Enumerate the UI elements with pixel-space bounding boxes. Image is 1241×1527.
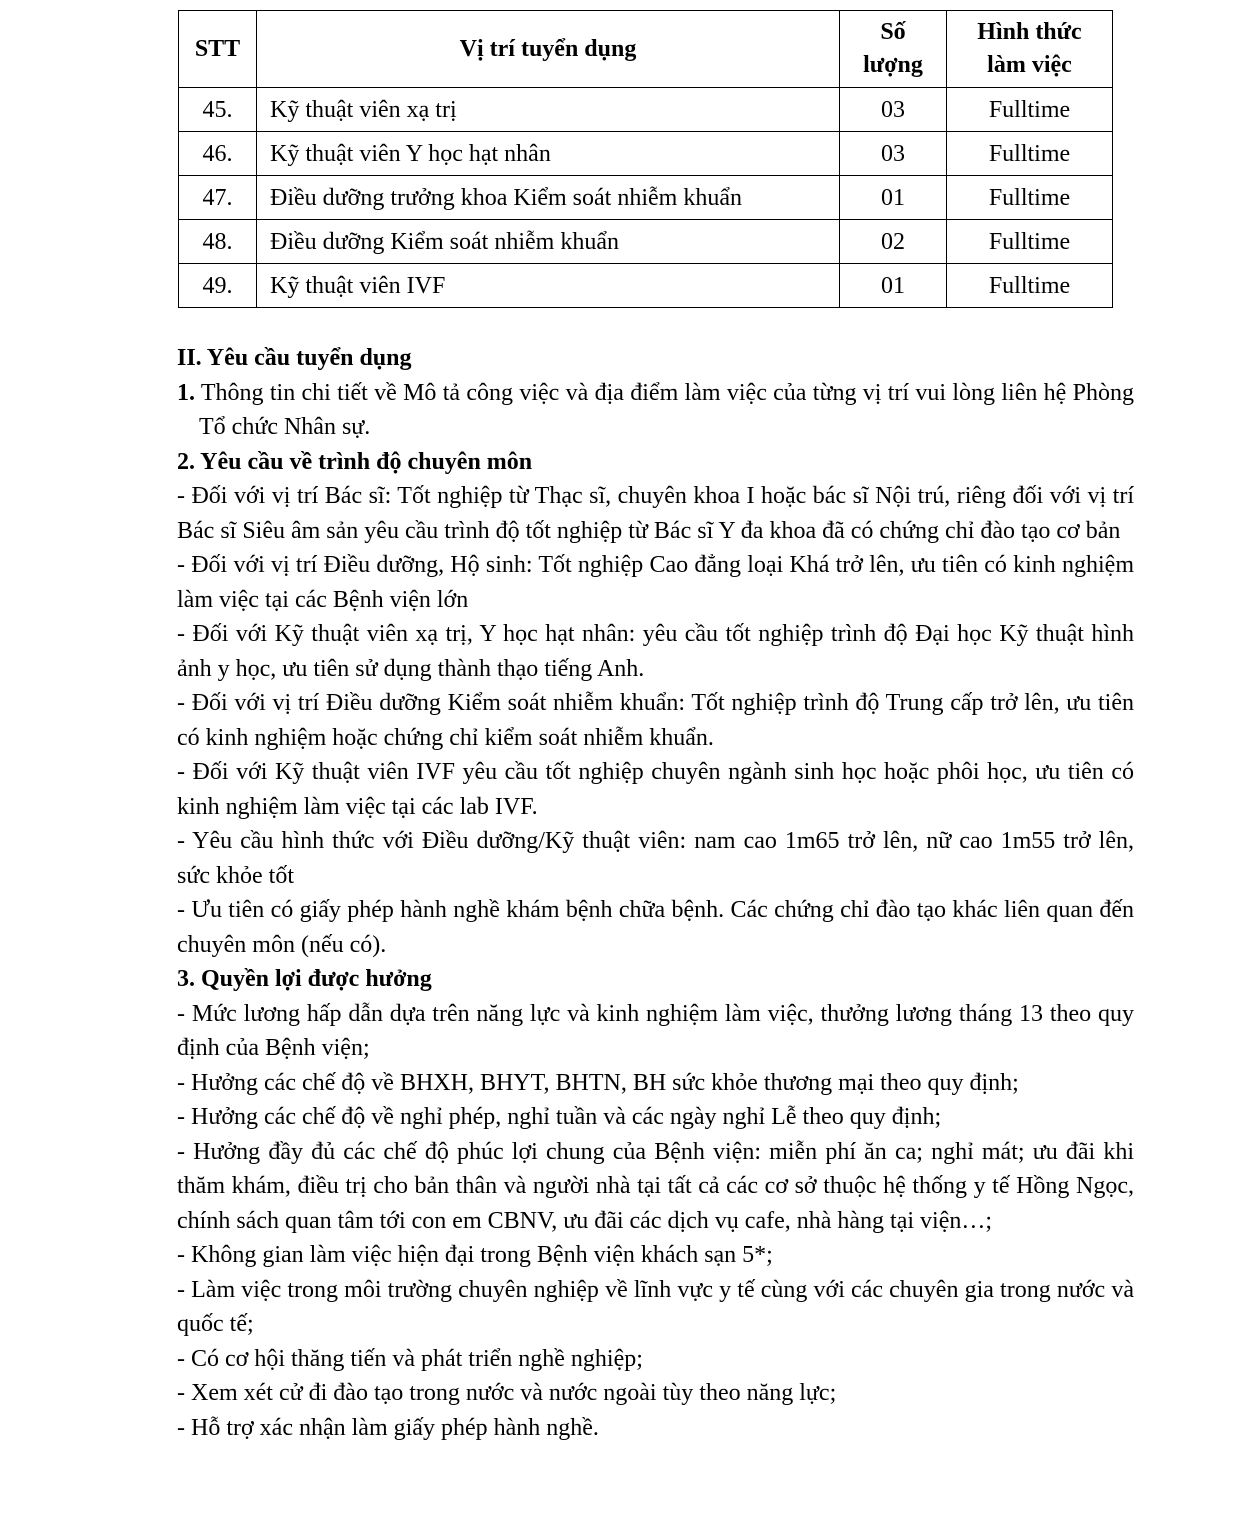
paragraph-text: II. Yêu cầu tuyển dụng — [177, 345, 412, 371]
paragraph-text: - Hưởng các chế độ về BHXH, BHYT, BHTN, BH sức khỏe thương mại theo quy định; — [177, 1069, 1019, 1096]
paragraph-number: 1. — [177, 379, 195, 406]
column-header-quantity: Số lượng — [840, 11, 947, 88]
table-header-row — [179, 11, 1113, 88]
paragraph-text: - Hưởng đầy đủ các chế độ phúc lợi chung của Bệnh viện: miễn phí ăn ca; nghỉ mát; ưu đãi khi thăm khám, điều trị cho bản thân và người nhà tại tất cả các cơ sở thuộc hệ thống y tế Hồng Ngọc, chính sách quan tâm tới con em CBNV, ưu đãi các dịch vụ cafe, nhà hàng tại viện…; — [177, 1138, 1134, 1234]
paragraph — [177, 755, 1134, 824]
paragraph-text: - Hỗ trợ xác nhận làm giấy phép hành nghề. — [177, 1414, 599, 1441]
table-header — [179, 11, 1113, 88]
paragraph-text: - Yêu cầu hình thức với Điều dưỡng/Kỹ thuật viên: nam cao 1m65 trở lên, nữ cao 1m55 trở lên, sức khỏe tốt — [177, 828, 1134, 889]
paragraph — [177, 376, 1134, 445]
cell-stt: 47. — [179, 176, 257, 220]
cell-quantity: 03 — [840, 132, 947, 176]
cell-stt: 49. — [179, 264, 257, 308]
paragraph-text: - Làm việc trong môi trường chuyên nghiệp về lĩnh vực y tế cùng với các chuyên gia trong nước và quốc tế; — [177, 1276, 1134, 1337]
cell-quantity: 02 — [840, 220, 947, 264]
paragraph — [177, 1238, 1134, 1273]
table-row — [179, 132, 1113, 176]
paragraph — [177, 686, 1134, 755]
paragraph-text: Thông tin chi tiết về Mô tả công việc và địa điểm làm việc của từng vị trí vui lòng liên hệ Phòng Tổ chức Nhân sự. — [195, 379, 1134, 440]
paragraph-text: - Đối với Kỹ thuật viên IVF yêu cầu tốt nghiệp chuyên ngành sinh học hoặc phôi học, ưu tiên có kinh nghiệm làm việc tại các lab IVF. — [177, 759, 1134, 820]
paragraph — [177, 1066, 1134, 1101]
cell-position: Điều dưỡng Kiểm soát nhiễm khuẩn — [257, 220, 840, 264]
paragraph — [177, 893, 1134, 962]
paragraph — [177, 341, 1134, 376]
paragraph-text: 2. Yêu cầu về trình độ chuyên môn — [177, 448, 533, 475]
paragraph — [177, 445, 1134, 480]
paragraph — [177, 548, 1134, 617]
paragraph-text: - Đối với vị trí Bác sĩ: Tốt nghiệp từ Thạc sĩ, chuyên khoa I hoặc bác sĩ Nội trú, riêng đối với vị trí Bác sĩ Siêu âm sản yêu cầu trình độ tốt nghiệp từ Bác sĩ Y đa khoa đã có chứng chỉ đào tạo cơ bản — [177, 483, 1134, 544]
cell-stt: 45. — [179, 88, 257, 132]
paragraph-text: - Đối với vị trí Điều dưỡng, Hộ sinh: Tốt nghiệp Cao đẳng loại Khá trở lên, ưu tiên có kinh nghiệm làm việc tại các Bệnh viện lớn — [177, 552, 1134, 613]
cell-position: Kỹ thuật viên IVF — [257, 264, 840, 308]
cell-position: Kỹ thuật viên Y học hạt nhân — [257, 132, 840, 176]
paragraph-text: - Xem xét cử đi đào tạo trong nước và nước ngoài tùy theo năng lực; — [177, 1380, 837, 1406]
paragraph — [177, 824, 1134, 893]
cell-quantity: 01 — [840, 264, 947, 308]
cell-position: Kỹ thuật viên xạ trị — [257, 88, 840, 132]
table-row — [179, 264, 1113, 308]
paragraph — [177, 617, 1134, 686]
cell-quantity: 01 — [840, 176, 947, 220]
paragraph — [177, 479, 1134, 548]
paragraph-text: - Không gian làm việc hiện đại trong Bệnh viện khách sạn 5*; — [177, 1242, 773, 1268]
cell-worktype: Fulltime — [947, 264, 1113, 308]
cell-worktype: Fulltime — [947, 132, 1113, 176]
table-body — [179, 88, 1113, 308]
paragraph-text: - Đối với vị trí Điều dưỡng Kiểm soát nhiễm khuẩn: Tốt nghiệp trình độ Trung cấp trở lên, ưu tiên có kinh nghiệm hoặc chứng chỉ kiểm soát nhiễm khuẩn. — [177, 690, 1134, 751]
cell-position: Điều dưỡng trưởng khoa Kiểm soát nhiễm khuẩn — [257, 176, 840, 220]
paragraph — [177, 1273, 1134, 1342]
cell-stt: 46. — [179, 132, 257, 176]
paragraph-text: - Ưu tiên có giấy phép hành nghề khám bệnh chữa bệnh. Các chứng chỉ đào tạo khác liên quan đến chuyên môn (nếu có). — [177, 897, 1134, 958]
paragraph — [177, 1376, 1134, 1411]
cell-worktype: Fulltime — [947, 220, 1113, 264]
recruitment-table — [178, 10, 1113, 308]
paragraph — [177, 997, 1134, 1066]
column-header-worktype: Hình thức làm việc — [947, 11, 1113, 88]
column-header-stt: STT — [179, 11, 257, 88]
cell-worktype: Fulltime — [947, 176, 1113, 220]
paragraph — [177, 1135, 1134, 1239]
paragraph-text: 3. Quyền lợi được hưởng — [177, 966, 432, 992]
paragraph — [177, 1342, 1134, 1377]
cell-stt: 48. — [179, 220, 257, 264]
table-row — [179, 176, 1113, 220]
cell-worktype: Fulltime — [947, 88, 1113, 132]
document-body — [177, 341, 1134, 1445]
paragraph — [177, 1411, 1134, 1446]
table-row — [179, 220, 1113, 264]
paragraph — [177, 1100, 1134, 1135]
paragraph-text: - Mức lương hấp dẫn dựa trên năng lực và kinh nghiệm làm việc, thưởng lương tháng 13 theo quy định của Bệnh viện; — [177, 1000, 1134, 1061]
paragraph-text: - Có cơ hội thăng tiến và phát triển nghề nghiệp; — [177, 1345, 643, 1372]
paragraph-text: - Đối với Kỹ thuật viên xạ trị, Y học hạt nhân: yêu cầu tốt nghiệp trình độ Đại học Kỹ thuật hình ảnh y học, ưu tiên sử dụng thành thạo tiếng Anh. — [177, 621, 1134, 682]
cell-quantity: 03 — [840, 88, 947, 132]
paragraph — [177, 962, 1134, 997]
column-header-position: Vị trí tuyển dụng — [257, 11, 840, 88]
table-row — [179, 88, 1113, 132]
paragraph-text: - Hưởng các chế độ về nghỉ phép, nghỉ tuần và các ngày nghỉ Lễ theo quy định; — [177, 1104, 942, 1130]
